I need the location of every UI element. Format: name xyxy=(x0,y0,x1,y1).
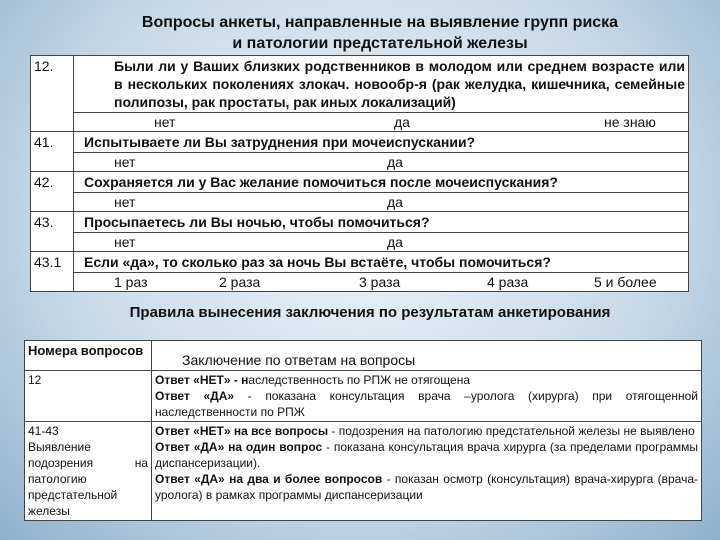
question-43-1-text: Если «да», то сколько раз за ночь Вы встаёте, чтобы помочиться? xyxy=(74,252,689,273)
answer-yes-one: Ответ «ДА» на один вопрос - показана консультация врача хирурга (за пределами программы диспансеризации). xyxy=(155,440,699,470)
option-no[interactable]: нет xyxy=(154,114,176,130)
option-3[interactable]: 3 раза xyxy=(359,274,401,290)
question-number: 43.1 xyxy=(31,252,74,292)
option-no[interactable]: нет xyxy=(114,194,136,210)
options xyxy=(74,113,688,131)
options-row-41 xyxy=(31,153,689,172)
header-conclusion: Заключение по ответам на вопросы xyxy=(152,341,702,371)
question-43-text: Просыпаетесь ли Вы ночью, чтобы помочиться? xyxy=(74,212,689,233)
title-line-1: Вопросы анкеты, направленные на выявление групп риска xyxy=(141,14,619,31)
page-title xyxy=(60,12,700,54)
answer-no: Ответ «НЕТ» - наследственность по РПЖ не отягощена xyxy=(155,373,471,387)
options xyxy=(74,233,688,251)
option-yes[interactable]: да xyxy=(387,154,403,170)
options xyxy=(74,153,688,171)
title-line-2: и патологии предстательной железы xyxy=(232,35,528,52)
questionnaire-table xyxy=(30,55,689,292)
question-number: 42. xyxy=(31,172,74,212)
rules-header-row xyxy=(25,341,702,371)
question-row-41 xyxy=(31,132,689,153)
question-row-43 xyxy=(31,212,689,233)
row-12-numbers: 12 xyxy=(25,371,152,422)
option-yes[interactable]: да xyxy=(387,234,403,250)
options-row-43 xyxy=(31,233,689,252)
row-41-43-numbers: 41-43 Выявление подозрения на патологию предстательной железы xyxy=(25,422,152,521)
question-42-text: Сохраняется ли у Вас желание помочиться после мочеиспускания? xyxy=(74,172,689,193)
options xyxy=(74,273,688,291)
question-41-text: Испытываете ли Вы затруднения при мочеиспускании? xyxy=(74,132,689,153)
question-12-text: Были ли у Ваших близких родственников в молодом или среднем возрасте или в нескольких поколениях злокач. новообр-я (рак желудка, кишечника, семейные полипозы, рак простаты, рак иных локализаций) xyxy=(114,58,685,110)
question-text xyxy=(74,56,689,113)
rules-table xyxy=(24,340,702,521)
options xyxy=(74,193,688,211)
option-no[interactable]: нет xyxy=(114,234,136,250)
question-number: 12. xyxy=(31,56,74,132)
option-no[interactable]: нет xyxy=(114,154,136,170)
row-41-43-conclusion xyxy=(152,422,702,521)
option-yes[interactable]: да xyxy=(394,114,410,130)
option-dont-know[interactable]: не знаю xyxy=(604,114,656,130)
question-row-42 xyxy=(31,172,689,193)
option-2[interactable]: 2 раза xyxy=(219,274,261,290)
row-12-conclusion xyxy=(152,371,702,422)
question-row-43-1 xyxy=(31,252,689,273)
option-4[interactable]: 4 раза xyxy=(487,274,529,290)
options-row-42 xyxy=(31,193,689,212)
option-yes[interactable]: да xyxy=(387,194,403,210)
answer-yes: Ответ «ДА» - показана консультация врача –уролога (хирурга) при отягощенной наследственности по РПЖ xyxy=(155,389,698,419)
question-number: 41. xyxy=(31,132,74,172)
options-row-43-1 xyxy=(31,273,689,292)
rules-row-12 xyxy=(25,371,702,422)
options-row-12 xyxy=(31,113,689,132)
question-row-12 xyxy=(31,56,689,113)
header-question-numbers: Номера вопросов xyxy=(25,341,152,371)
rules-row-41-43 xyxy=(25,422,702,521)
answer-yes-two-or-more: Ответ «ДА» на два и более вопросов - показан осмотр (консультация) врача-хирурга (врача-уролога) в рамках программы диспансеризации xyxy=(155,472,698,502)
option-1[interactable]: 1 раз xyxy=(114,274,148,290)
answer-no-all: Ответ «НЕТ» на все вопросы - подозрения на патологию предстательной железы не выявлено xyxy=(155,424,695,438)
rules-title: Правила вынесения заключения по результатам анкетирования xyxy=(129,304,611,321)
question-number: 43. xyxy=(31,212,74,252)
option-5[interactable]: 5 и более xyxy=(594,274,657,290)
